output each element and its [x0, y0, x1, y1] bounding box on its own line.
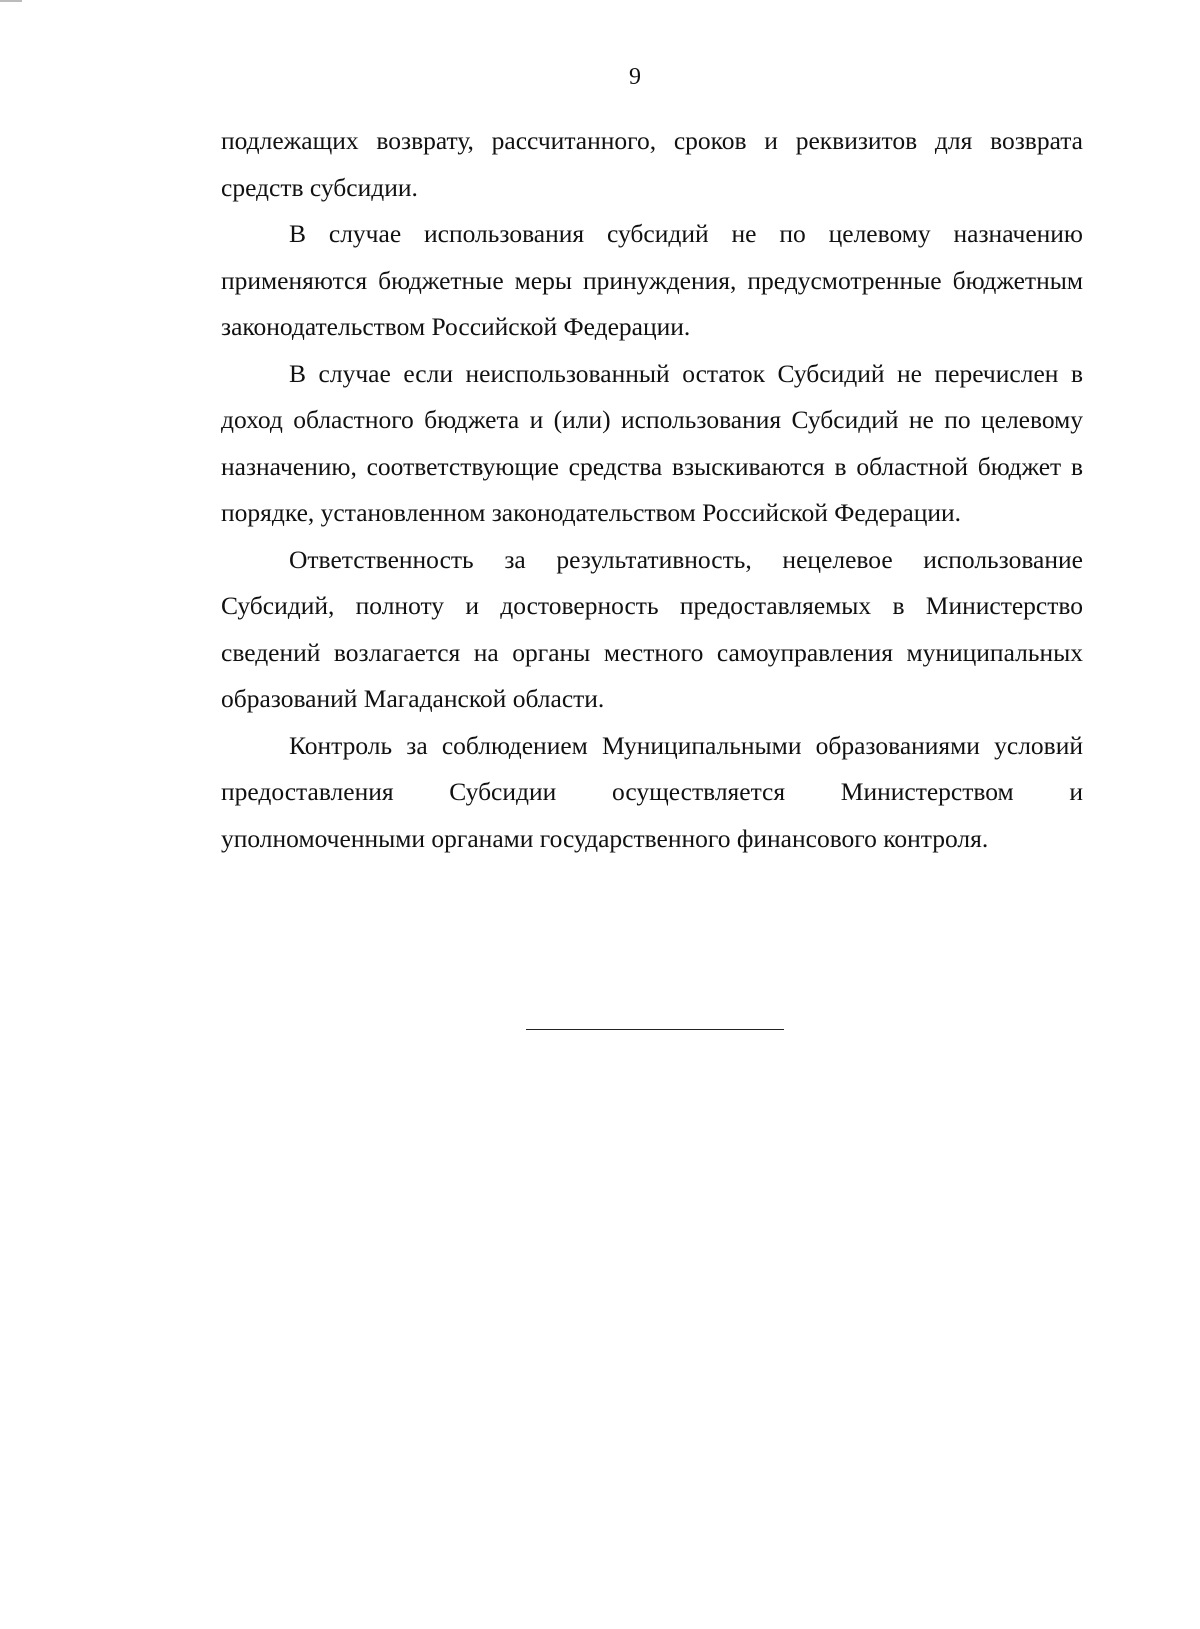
- paragraph-control: Контроль за соблюдением Муниципальными образованиями условий предоставления Субсидии осуществляется Министерством и уполномоченными органами государственного финансового контроля.: [221, 730, 1083, 853]
- page-number: 9: [629, 64, 641, 90]
- paragraph-responsibility: Ответственность за результативность, нецелевое использование Субсидий, полноту и достоверность предоставляемых в Министерство сведений возлагается на органы местного самоуправления муниципальных образований Магаданской области.: [221, 544, 1083, 713]
- paragraph-recovery: В случае если неиспользованный остаток Субсидий не перечислен в доход областного бюджета и (или) использования Субсидий не по целевому назначению, соответствующие средства взыскиваются в областной бюджет в порядке, установленном законодательством Российской Федерации.: [221, 358, 1083, 527]
- paragraph-misuse-measures: В случае использования субсидий не по целевому назначению применяются бюджетные меры принуждения, предусмотренные бюджетным законодательством Российской Федерации.: [221, 219, 1083, 341]
- end-of-document-rule: [526, 1029, 784, 1030]
- document-body: [221, 118, 1083, 862]
- paragraph-continuation: подлежащих возврату, рассчитанного, сроков и реквизитов для возврата средств субсидии.: [221, 126, 1083, 202]
- scan-corner-mark: [0, 0, 22, 2]
